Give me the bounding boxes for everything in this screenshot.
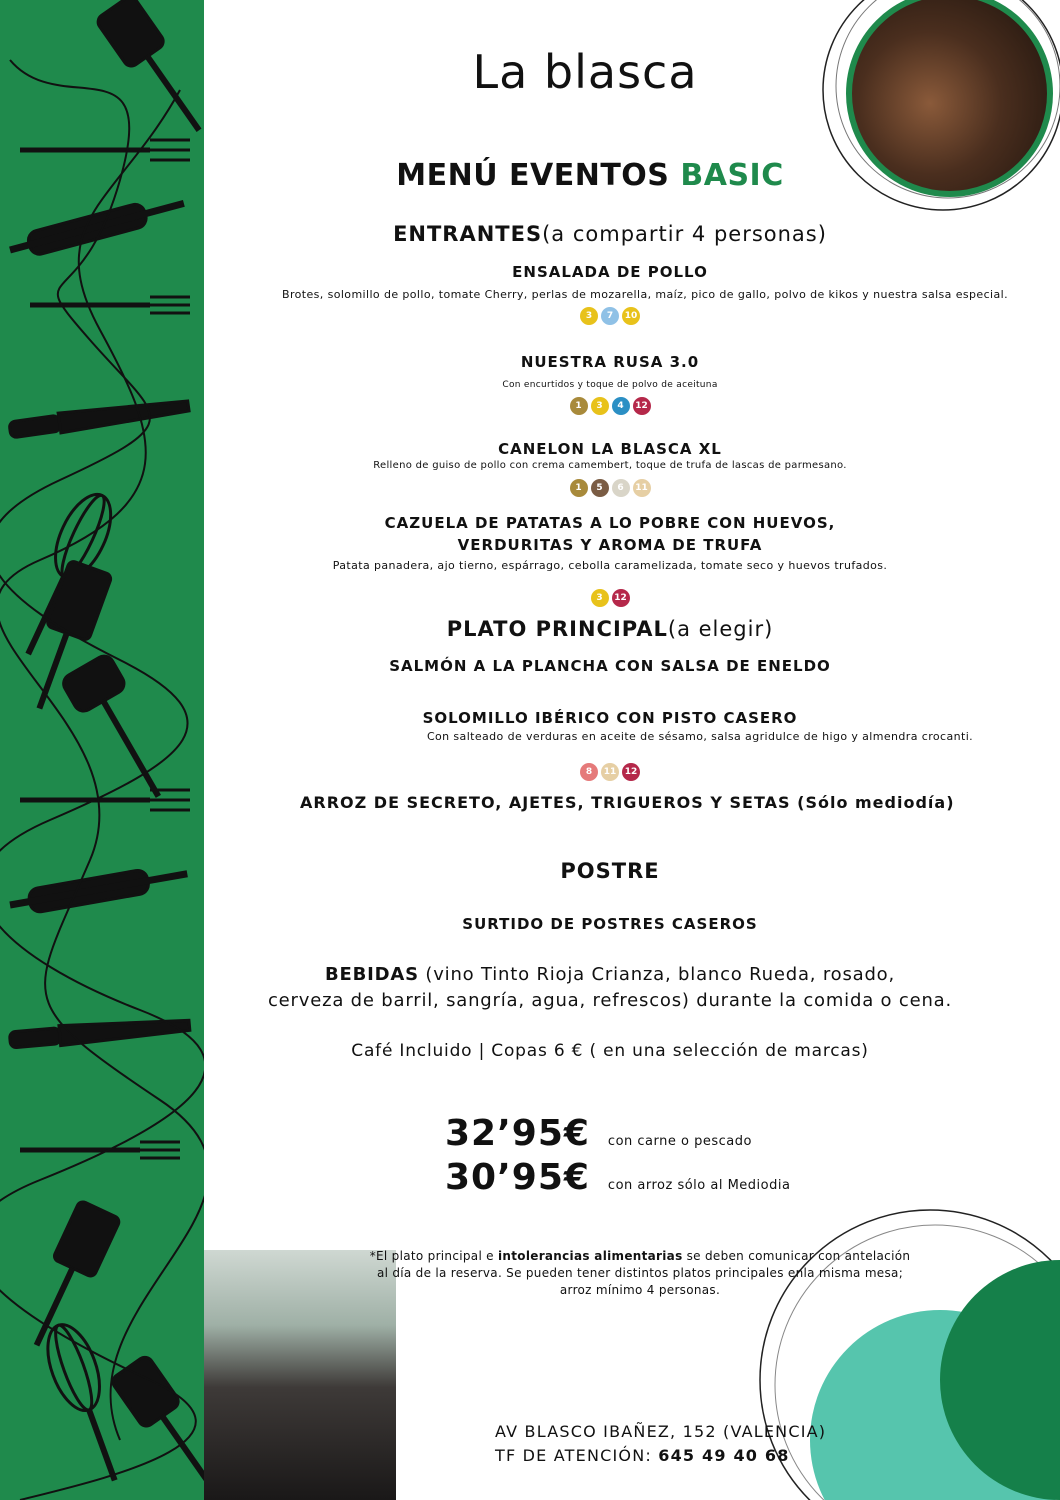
bebidas-text: (vino Tinto Rioja Crianza, blanco Rueda, rosado, [418,964,896,985]
cafe-copas: Café Incluido | Copas 6 € ( en una selección de marcas) [351,1041,869,1061]
allergen-icon: 1 [570,397,588,415]
price-amount: 32’95€ [445,1113,590,1154]
allergen-icon: 6 [612,479,630,497]
allergen-icon: 3 [591,589,609,607]
allergen-icon: 5 [591,479,609,497]
dish-name: ENSALADA DE POLLO [512,263,708,281]
principal-title: PLATO PRINCIPAL [446,617,668,641]
footnote [330,1248,950,1299]
footnote-bold: intolerancias alimentarias [498,1249,683,1263]
allergen-icon: 11 [601,763,619,781]
allergen-icon: 12 [633,397,651,415]
allergen-list [500,307,720,325]
menu-title-accent: BASIC [680,158,784,193]
brand-logo: La blasca [472,45,698,99]
allergen-icon: 12 [622,763,640,781]
entrantes-title: ENTRANTES [393,222,543,246]
allergen-icon: 11 [633,479,651,497]
principal-heading [300,617,920,641]
dish-description: Con salteado de verduras en aceite de sésamo, salsa agridulce de higo y almendra crocanti. [426,730,974,743]
phone-line [495,1444,835,1468]
address: AV BLASCO IBAÑEZ, 152 (VALENCIA) [495,1422,827,1441]
footnote-text: *El plato principal e [369,1249,498,1263]
allergen-icon: 8 [580,763,598,781]
footnote-line-1 [330,1248,950,1265]
bebidas-label: BEBIDAS [324,964,419,985]
bebidas-line-2: cerveza de barril, sangría, agua, refrescos) durante la comida o cena. [267,990,953,1011]
allergen-list [500,397,720,415]
footnote-text: se deben comunicar con antelación [682,1249,911,1263]
dish-name: VERDURITAS Y AROMA DE TRUFA [457,536,763,554]
price-amount: 30’95€ [445,1157,590,1198]
dish-name: SALMÓN A LA PLANCHA CON SALSA DE ENELDO [389,657,831,675]
footnote-line-2: al día de la reserva. Se pueden tener distintos platos principales enla misma mesa; [376,1266,904,1280]
bebidas-line-1 [250,964,970,985]
phone-number: 645 49 40 68 [658,1446,790,1465]
price-note: con arroz sólo al Mediodia [607,1178,791,1193]
dish-name: CANELON LA BLASCA XL [498,440,722,458]
allergen-icon: 3 [591,397,609,415]
principal-subtitle: (a elegir) [667,617,774,641]
dish-name: ARROZ DE SECRETO, AJETES, TRIGUEROS Y SETAS (Sólo mediodía) [300,793,955,812]
dish-description: Relleno de guiso de pollo con crema camembert, toque de trufa de lascas de parmesano. [373,460,847,471]
allergen-icon: 7 [601,307,619,325]
allergen-icon: 12 [612,589,630,607]
dish-description: Con encurtidos y toque de polvo de aceituna [502,380,718,390]
dish-name: SURTIDO DE POSTRES CASEROS [462,915,758,933]
postre-title: POSTRE [560,859,660,883]
dish-name: NUESTRA RUSA 3.0 [520,353,700,371]
allergen-list [500,589,720,607]
allergen-icon: 4 [612,397,630,415]
dish-name: CAZUELA DE PATATAS A LO POBRE CON HUEVOS, [384,514,836,532]
contact-block [495,1420,835,1468]
price-row [445,1113,752,1154]
price-row [445,1157,790,1198]
allergen-icon: 3 [580,307,598,325]
dish-description: Brotes, solomillo de pollo, tomate Cherry, perlas de mozarella, maíz, pico de gallo, polvo de kikos y nuestra salsa especial. [282,288,1008,301]
entrantes-subtitle: (a compartir 4 personas) [542,222,827,246]
entrantes-heading [300,222,920,246]
footnote-line-3: arroz mínimo 4 personas. [559,1283,721,1297]
dish-name: SOLOMILLO IBÉRICO CON PISTO CASERO [422,709,798,727]
price-note: con carne o pescado [607,1134,752,1149]
menu-title-main: MENÚ EVENTOS [396,158,670,193]
allergen-list [500,763,720,781]
allergen-icon: 10 [622,307,640,325]
allergen-list [500,479,720,497]
dish-description: Patata panadera, ajo tierno, espárrago, cebolla caramelizada, tomate seco y huevos trufados. [332,559,888,572]
phone-label: TF DE ATENCIÓN: [495,1446,659,1465]
menu-title [380,158,800,193]
allergen-icon: 1 [570,479,588,497]
